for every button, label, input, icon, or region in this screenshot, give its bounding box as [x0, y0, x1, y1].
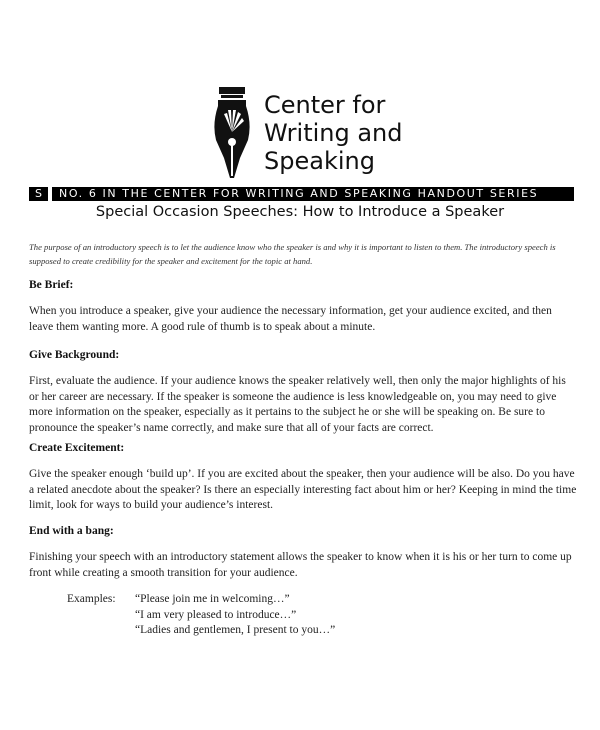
series-banner	[29, 187, 574, 201]
logo-line-1: Center for	[264, 91, 386, 119]
section-heading: Give Background:	[29, 349, 120, 361]
section-heading: End with a bang:	[29, 525, 114, 537]
section-body: First, evaluate the audience. If your audience knows the speaker relatively well, then only the major highlights of his or her career are necessary. If the speaker is someone the audience is less knowledgeable on, you may need to give more information on the speaker, especially as it pertains to the subject he or she will be speaking on. Be sure to pronounce the speaker’s name correctly, and make sure that all of your facts are correct.	[29, 375, 566, 434]
center-logo	[212, 84, 402, 180]
intro-paragraph: The purpose of an introductory speech is to let the audience know who the speaker is and why it is important to listen to them. The introductory speech is supposed to create credibility for the speaker and excitement for the topic at hand.	[29, 242, 556, 266]
series-letter: S	[35, 187, 44, 200]
logo-wordmark	[264, 91, 403, 175]
examples-list	[135, 592, 335, 639]
example-item: “Please join me in welcoming…”	[135, 593, 290, 605]
fountain-pen-nib-icon	[212, 84, 262, 180]
banner-divider	[48, 187, 52, 201]
examples-label: Examples:	[67, 593, 116, 605]
logo-line-3: Speaking	[264, 147, 375, 175]
section-body: Give the speaker enough ‘build up’. If you are excited about the speaker, then your audience will be also. Do you have a related anecdote about the speaker? Is there an especially interesting fact about him or her? Keeping in mind the time limit, look for ways to build your audience’s interest.	[29, 468, 577, 511]
section-heading: Be Brief:	[29, 279, 74, 291]
logo-line-2: Writing and	[264, 119, 403, 147]
document-title: Special Occasion Speeches: How to Introduce a Speaker	[95, 204, 505, 220]
section-body: Finishing your speech with an introductory statement allows the speaker to know when it is his or her turn to come up front while creating a smooth transition for your audience.	[29, 551, 572, 579]
section-body: When you introduce a speaker, give your audience the necessary information, get your audience excited, and then leave them wanting more. A good rule of thumb is to speak about a minute.	[29, 305, 552, 333]
series-label: NO. 6 IN THE CENTER FOR WRITING AND SPEAKING HANDOUT SERIES	[59, 187, 539, 200]
section-heading: Create Excitement:	[29, 442, 125, 454]
example-item: “Ladies and gentlemen, I present to you…”	[135, 624, 336, 636]
example-item: “I am very pleased to introduce…”	[135, 608, 297, 621]
